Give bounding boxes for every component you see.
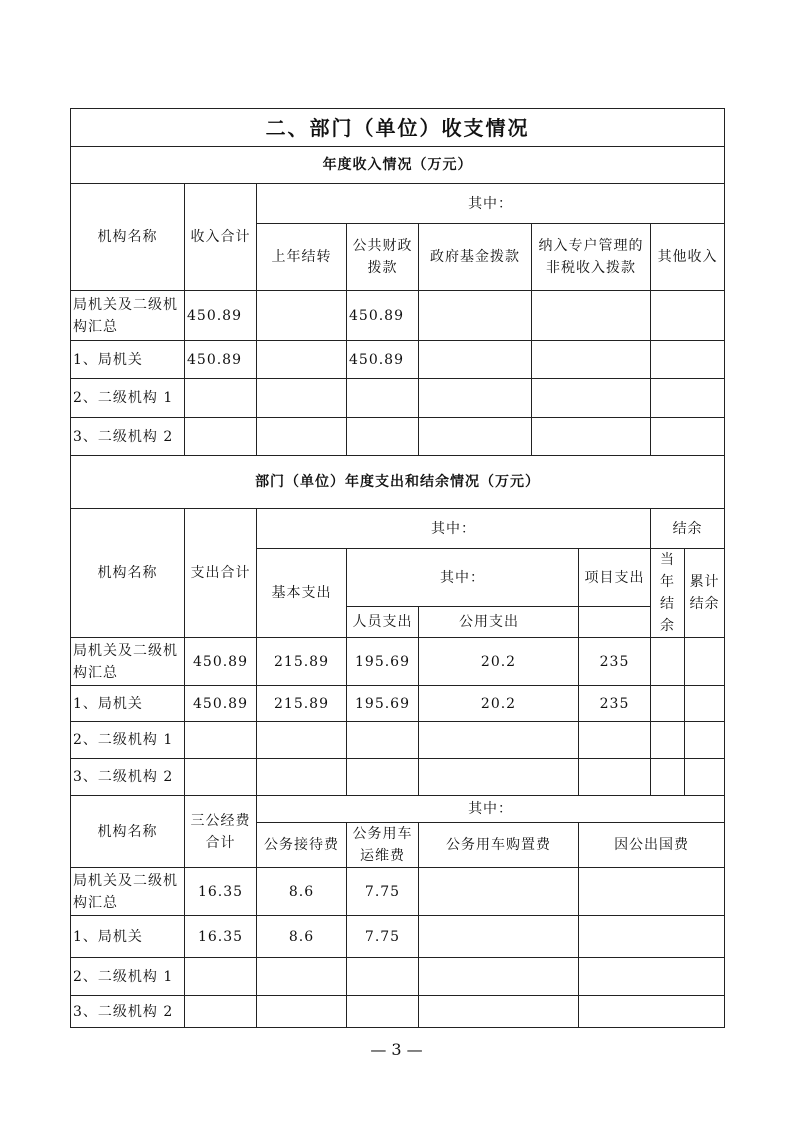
budget-table-container — [70, 108, 724, 1028]
income-col-nontax: 纳入专户管理的非税收入拨款 — [532, 224, 651, 291]
sangong-row-name: 2、二级机构 1 — [71, 958, 185, 996]
income-qizhong: 其中： — [257, 184, 725, 224]
expense-row-project: 235 — [579, 638, 651, 686]
sangong-row-vehicle-ops — [347, 958, 419, 996]
expense-row-current — [651, 638, 685, 686]
expense-row-project — [579, 759, 651, 796]
expense-row-name: 2、二级机构 1 — [71, 722, 185, 759]
expense-row-basic — [257, 722, 347, 759]
income-row — [71, 418, 725, 456]
expense-row — [71, 638, 725, 686]
expense-row-staff — [347, 722, 419, 759]
sangong-col-name: 机构名称 — [71, 796, 185, 868]
income-row-c1 — [257, 418, 347, 456]
sangong-row-reception: 8.6 — [257, 868, 347, 916]
expense-row-basic — [257, 759, 347, 796]
income-row — [71, 341, 725, 379]
income-row-c2: 450.89 — [347, 291, 419, 341]
income-row-c2 — [347, 379, 419, 418]
income-col-other: 其他收入 — [651, 224, 725, 291]
sangong-qizhong: 其中： — [257, 796, 725, 823]
sangong-row-total — [185, 958, 257, 996]
expense-row-cumulative — [685, 759, 725, 796]
sangong-row-reception — [257, 958, 347, 996]
income-row-total — [185, 418, 257, 456]
expense-col-cumulative: 累计结余 — [685, 549, 725, 638]
expense-row-project: 235 — [579, 686, 651, 722]
income-row-c3 — [419, 379, 532, 418]
expense-row-total: 450.89 — [185, 638, 257, 686]
expense-row-public: 20.2 — [419, 686, 579, 722]
income-row-name: 1、局机关 — [71, 341, 185, 379]
sangong-row-vehicle-ops — [347, 996, 419, 1028]
sangong-row-reception: 8.6 — [257, 916, 347, 958]
income-row-c4 — [532, 291, 651, 341]
sangong-col-reception: 公务接待费 — [257, 823, 347, 868]
income-row-c5 — [651, 341, 725, 379]
income-row-total: 450.89 — [185, 291, 257, 341]
income-row-name: 3、二级机构 2 — [71, 418, 185, 456]
sangong-row-abroad — [579, 958, 725, 996]
sangong-row-total: 16.35 — [185, 916, 257, 958]
income-row-c2 — [347, 418, 419, 456]
expense-row-staff: 195.69 — [347, 686, 419, 722]
expense-row-staff: 195.69 — [347, 638, 419, 686]
sangong-row — [71, 868, 725, 916]
sangong-row — [71, 996, 725, 1028]
expense-row-basic: 215.89 — [257, 686, 347, 722]
income-col-carryover: 上年结转 — [257, 224, 347, 291]
expense-row-name: 3、二级机构 2 — [71, 759, 185, 796]
expense-row-current — [651, 759, 685, 796]
income-row-c3 — [419, 418, 532, 456]
sangong-row — [71, 958, 725, 996]
income-row-name: 局机关及二级机构汇总 — [71, 291, 185, 341]
sangong-row-vehicle-purchase — [419, 916, 579, 958]
income-heading: 年度收入情况（万元） — [71, 147, 725, 184]
expense-row-current — [651, 686, 685, 722]
expense-qizhong: 其中： — [257, 509, 651, 549]
sangong-row-total — [185, 996, 257, 1028]
sangong-row — [71, 916, 725, 958]
sangong-row-abroad — [579, 916, 725, 958]
expense-col-project-blank — [579, 607, 651, 638]
sangong-row-name: 局机关及二级机构汇总 — [71, 868, 185, 916]
sangong-row-abroad — [579, 996, 725, 1028]
income-row-c2: 450.89 — [347, 341, 419, 379]
income-col-public-finance: 公共财政拨款 — [347, 224, 419, 291]
income-col-name: 机构名称 — [71, 184, 185, 291]
sangong-row-name: 1、局机关 — [71, 916, 185, 958]
income-row-c4 — [532, 418, 651, 456]
income-row-total — [185, 379, 257, 418]
income-row-c1 — [257, 379, 347, 418]
income-row-c4 — [532, 379, 651, 418]
expense-row-current — [651, 722, 685, 759]
expense-col-total: 支出合计 — [185, 509, 257, 638]
page-title: 二、部门（单位）收支情况 — [71, 109, 725, 147]
income-row-c5 — [651, 379, 725, 418]
sangong-col-total: 三公经费合计 — [185, 796, 257, 868]
sangong-row-vehicle-purchase — [419, 996, 579, 1028]
sangong-row-total: 16.35 — [185, 868, 257, 916]
income-row-c5 — [651, 291, 725, 341]
sangong-row-vehicle-ops: 7.75 — [347, 868, 419, 916]
page-number: — 3 — — [370, 1040, 423, 1059]
expense-col-jieyu: 结余 — [651, 509, 725, 549]
expense-row-total — [185, 722, 257, 759]
expense-col-project: 项目支出 — [579, 549, 651, 607]
income-row-name: 2、二级机构 1 — [71, 379, 185, 418]
income-row-c1 — [257, 341, 347, 379]
budget-table — [70, 108, 725, 1028]
expense-row-cumulative — [685, 686, 725, 722]
income-row-c3 — [419, 341, 532, 379]
income-row-c1 — [257, 291, 347, 341]
expense-col-public: 公用支出 — [419, 607, 579, 638]
sangong-row-vehicle-ops: 7.75 — [347, 916, 419, 958]
expense-col-staff: 人员支出 — [347, 607, 419, 638]
expense-row — [71, 686, 725, 722]
expense-basic-qizhong: 其中： — [347, 549, 579, 607]
sangong-row-vehicle-purchase — [419, 868, 579, 916]
expense-row-basic: 215.89 — [257, 638, 347, 686]
income-row — [71, 291, 725, 341]
expense-row-project — [579, 722, 651, 759]
sangong-row-reception — [257, 996, 347, 1028]
expense-row-staff — [347, 759, 419, 796]
sangong-row-abroad — [579, 868, 725, 916]
expense-row-cumulative — [685, 722, 725, 759]
income-row-c3 — [419, 291, 532, 341]
expense-col-current-year: 当年结余 — [651, 549, 685, 638]
expense-col-basic: 基本支出 — [257, 549, 347, 638]
income-row — [71, 379, 725, 418]
income-row-total: 450.89 — [185, 341, 257, 379]
expense-row — [71, 722, 725, 759]
expense-row-public: 20.2 — [419, 638, 579, 686]
sangong-row-vehicle-purchase — [419, 958, 579, 996]
income-row-c4 — [532, 341, 651, 379]
sangong-row-name: 3、二级机构 2 — [71, 996, 185, 1028]
expense-row-cumulative — [685, 638, 725, 686]
expense-row-name: 局机关及二级机构汇总 — [71, 638, 185, 686]
expense-row-name: 1、局机关 — [71, 686, 185, 722]
sangong-col-vehicle-purchase: 公务用车购置费 — [419, 823, 579, 868]
income-col-total: 收入合计 — [185, 184, 257, 291]
expense-row-total — [185, 759, 257, 796]
income-row-c5 — [651, 418, 725, 456]
sangong-col-vehicle-ops: 公务用车运维费 — [347, 823, 419, 868]
expense-col-name: 机构名称 — [71, 509, 185, 638]
income-col-gov-fund: 政府基金拨款 — [419, 224, 532, 291]
expense-row-public — [419, 722, 579, 759]
sangong-col-abroad: 因公出国费 — [579, 823, 725, 868]
expense-row — [71, 759, 725, 796]
expense-row-public — [419, 759, 579, 796]
expense-row-total: 450.89 — [185, 686, 257, 722]
expense-heading: 部门（单位）年度支出和结余情况（万元） — [71, 456, 725, 509]
